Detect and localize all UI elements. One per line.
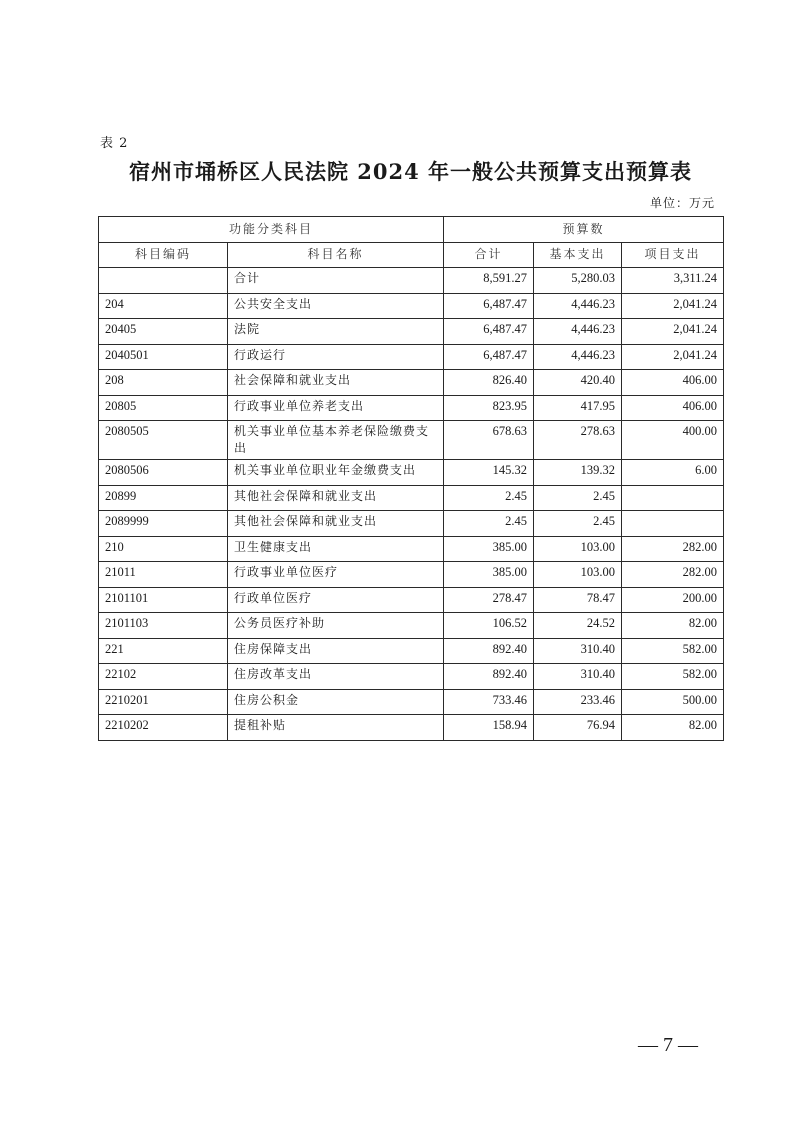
row-name: 行政运行 xyxy=(228,344,444,370)
row-basic: 233.46 xyxy=(534,689,622,715)
document-title: 宿州市埇桥区人民法院 2024 年一般公共预算支出预算表 xyxy=(128,159,693,184)
unit-label: 单位：万元 xyxy=(649,196,715,210)
table-row xyxy=(99,395,724,421)
row-total: 733.46 xyxy=(444,689,534,715)
header-row-columns xyxy=(99,242,724,268)
row-project: 400.00 xyxy=(622,421,724,460)
row-project xyxy=(622,511,724,537)
row-total: 892.40 xyxy=(444,638,534,664)
row-code: 2210202 xyxy=(99,715,228,741)
budget-table xyxy=(98,216,724,741)
row-project: 82.00 xyxy=(622,715,724,741)
row-code: 204 xyxy=(99,293,228,319)
row-code: 21011 xyxy=(99,562,228,588)
row-name: 住房公积金 xyxy=(228,689,444,715)
header-functional-class: 功能分类科目 xyxy=(99,217,444,243)
row-project: 582.00 xyxy=(622,638,724,664)
row-name: 公务员医疗补助 xyxy=(228,613,444,639)
table-row xyxy=(99,319,724,345)
row-code xyxy=(99,268,228,294)
table-row xyxy=(99,613,724,639)
row-basic: 78.47 xyxy=(534,587,622,613)
header-name: 科目名称 xyxy=(228,242,444,268)
row-name: 住房改革支出 xyxy=(228,664,444,690)
table-row xyxy=(99,689,724,715)
row-project: 406.00 xyxy=(622,370,724,396)
table-row xyxy=(99,344,724,370)
table-row xyxy=(99,638,724,664)
row-total: 823.95 xyxy=(444,395,534,421)
row-project: 2,041.24 xyxy=(622,344,724,370)
row-total: 8,591.27 xyxy=(444,268,534,294)
row-total: 826.40 xyxy=(444,370,534,396)
row-total: 6,487.47 xyxy=(444,319,534,345)
row-name: 社会保障和就业支出 xyxy=(228,370,444,396)
header-project: 项目支出 xyxy=(622,242,724,268)
header-code: 科目编码 xyxy=(99,242,228,268)
row-project: 282.00 xyxy=(622,562,724,588)
row-project: 2,041.24 xyxy=(622,319,724,345)
row-basic: 417.95 xyxy=(534,395,622,421)
row-code: 221 xyxy=(99,638,228,664)
table-row xyxy=(99,421,724,460)
row-code: 2101101 xyxy=(99,587,228,613)
row-basic: 4,446.23 xyxy=(534,344,622,370)
row-name: 法院 xyxy=(228,319,444,345)
row-project: 6.00 xyxy=(622,460,724,486)
row-project: 200.00 xyxy=(622,587,724,613)
table-row xyxy=(99,715,724,741)
row-name: 机关事业单位职业年金缴费支出 xyxy=(228,460,444,486)
row-name: 其他社会保障和就业支出 xyxy=(228,485,444,511)
row-name: 机关事业单位基本养老保险缴费支出 xyxy=(228,421,444,460)
row-project: 2,041.24 xyxy=(622,293,724,319)
row-project xyxy=(622,485,724,511)
row-total: 158.94 xyxy=(444,715,534,741)
row-name: 行政事业单位医疗 xyxy=(228,562,444,588)
row-project: 582.00 xyxy=(622,664,724,690)
row-project: 82.00 xyxy=(622,613,724,639)
row-basic: 278.63 xyxy=(534,421,622,460)
row-code: 20899 xyxy=(99,485,228,511)
row-total: 278.47 xyxy=(444,587,534,613)
row-total: 145.32 xyxy=(444,460,534,486)
row-name: 卫生健康支出 xyxy=(228,536,444,562)
row-total: 892.40 xyxy=(444,664,534,690)
table-row xyxy=(99,268,724,294)
table-row xyxy=(99,536,724,562)
table-row xyxy=(99,511,724,537)
row-project: 282.00 xyxy=(622,536,724,562)
table-row xyxy=(99,664,724,690)
row-basic: 24.52 xyxy=(534,613,622,639)
row-code: 2040501 xyxy=(99,344,228,370)
row-code: 208 xyxy=(99,370,228,396)
row-project: 500.00 xyxy=(622,689,724,715)
table-row xyxy=(99,562,724,588)
table-row xyxy=(99,460,724,486)
row-total: 678.63 xyxy=(444,421,534,460)
header-row-group xyxy=(99,217,724,243)
row-total: 385.00 xyxy=(444,562,534,588)
row-code: 2210201 xyxy=(99,689,228,715)
row-basic: 2.45 xyxy=(534,485,622,511)
row-name: 行政单位医疗 xyxy=(228,587,444,613)
row-total: 385.00 xyxy=(444,536,534,562)
table-number: 表 2 xyxy=(100,136,129,151)
row-code: 2101103 xyxy=(99,613,228,639)
row-name: 其他社会保障和就业支出 xyxy=(228,511,444,537)
row-name: 提租补贴 xyxy=(228,715,444,741)
header-budget-amount: 预算数 xyxy=(444,217,724,243)
row-name: 公共安全支出 xyxy=(228,293,444,319)
row-basic: 310.40 xyxy=(534,664,622,690)
row-total: 6,487.47 xyxy=(444,344,534,370)
row-total: 6,487.47 xyxy=(444,293,534,319)
row-basic: 420.40 xyxy=(534,370,622,396)
row-basic: 2.45 xyxy=(534,511,622,537)
row-basic: 103.00 xyxy=(534,562,622,588)
row-name: 住房保障支出 xyxy=(228,638,444,664)
row-project: 3,311.24 xyxy=(622,268,724,294)
row-code: 2089999 xyxy=(99,511,228,537)
table-row xyxy=(99,370,724,396)
table-row xyxy=(99,587,724,613)
row-basic: 310.40 xyxy=(534,638,622,664)
header-total: 合计 xyxy=(444,242,534,268)
budget-table-body xyxy=(99,217,724,741)
row-total: 2.45 xyxy=(444,485,534,511)
table-row xyxy=(99,485,724,511)
row-code: 20805 xyxy=(99,395,228,421)
row-basic: 5,280.03 xyxy=(534,268,622,294)
table-row xyxy=(99,293,724,319)
row-code: 22102 xyxy=(99,664,228,690)
row-project: 406.00 xyxy=(622,395,724,421)
row-total: 106.52 xyxy=(444,613,534,639)
row-basic: 4,446.23 xyxy=(534,293,622,319)
page-number: — 7 — xyxy=(638,1034,698,1056)
row-basic: 76.94 xyxy=(534,715,622,741)
row-basic: 103.00 xyxy=(534,536,622,562)
row-total: 2.45 xyxy=(444,511,534,537)
row-name: 合计 xyxy=(228,268,444,294)
header-basic: 基本支出 xyxy=(534,242,622,268)
row-basic: 4,446.23 xyxy=(534,319,622,345)
row-code: 210 xyxy=(99,536,228,562)
row-name: 行政事业单位养老支出 xyxy=(228,395,444,421)
row-basic: 139.32 xyxy=(534,460,622,486)
row-code: 2080505 xyxy=(99,421,228,460)
row-code: 20405 xyxy=(99,319,228,345)
row-code: 2080506 xyxy=(99,460,228,486)
